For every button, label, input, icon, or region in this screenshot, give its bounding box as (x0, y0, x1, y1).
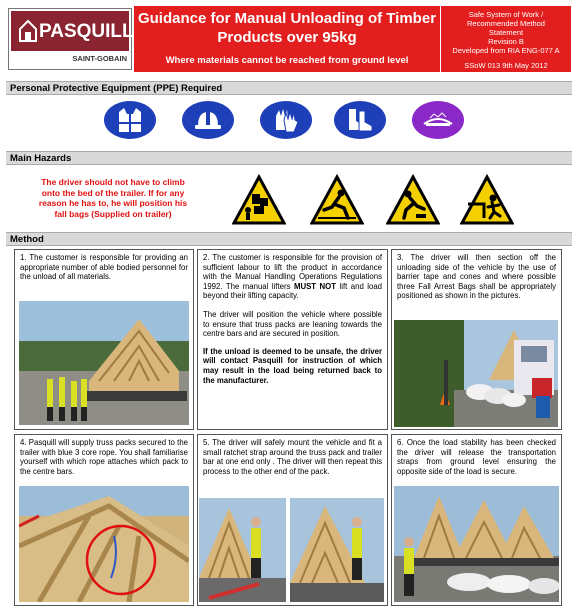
safety-boots-icon (334, 101, 386, 139)
fall-from-height-icon (460, 174, 514, 226)
step-2-text2: The driver will position the vehicle where possible to ensure that truss packs are leaning towards the centre bars and are secured in position. (203, 309, 382, 339)
warning-line-1: The driver should not have to climb (41, 177, 185, 187)
driver-warning-text (28, 177, 198, 219)
step-6-photo (394, 486, 559, 602)
step-4-photo (19, 486, 189, 602)
doc-info-line6: SSoW 013 9th May 2012 (464, 61, 548, 70)
step-1-text: 1. The customer is responsible for providing an appropriate number of able bodied personnel for the unload of all materials. (20, 253, 188, 282)
ppe-heading: Personal Protective Equipment (PPE) Required (6, 81, 572, 95)
doc-info-line4: Revision B (488, 37, 524, 46)
hi-vis-vest-icon (104, 101, 156, 139)
step-2-text-block (198, 250, 387, 304)
step-5-text: 5. The driver will safely mount the vehicle and fit a small ratchet strap around the truss pack and trailer bar at one end only . The driver will then repeat this process to the other end of the pack. (203, 438, 382, 476)
doc-info-line3: Statement (488, 28, 524, 37)
pasquill-logo (8, 8, 132, 70)
step-3-photo (394, 320, 558, 427)
page-title-line2: Products over 95kg (217, 29, 357, 46)
doc-info-line2: Recommended Method (467, 19, 545, 28)
warning-line-3: reason he has to, he will position his (38, 198, 188, 208)
doc-info-line1: Safe System of Work / (468, 10, 544, 19)
doc-info-line5: Developed from RIA ENG-077 A (452, 46, 560, 55)
warning-line-4: fall bags (Supplied on trailer) (54, 208, 172, 219)
header-title-panel (134, 6, 440, 72)
house-icon (19, 19, 37, 43)
step-2-text-b: lift and load beyond their lifting capacity. (203, 281, 383, 301)
hard-hat-icon (182, 101, 234, 139)
step-2-cell (197, 249, 388, 430)
step-2-text3: If the unload is deemed to be unsafe, the driver will contact Pasquill for instruction of which may result in the load being returned back to the manufacturer. (203, 346, 382, 385)
falling-load-icon (232, 174, 286, 226)
method-heading: Method (6, 232, 572, 246)
step-2-text-bold: MUST NOT (293, 281, 336, 291)
gloves-icon (260, 101, 312, 139)
step-2-text-a: 2. The customer is responsible for the provision of sufficient labour to lift the product in accordance with the Manual Handling Operations Regulations 1992. The manual lifters (203, 253, 382, 291)
step-1-photo (19, 301, 189, 425)
warning-line-2: onto the bed of the trailer. If for any (41, 187, 185, 198)
fall-arrest-bag-icon (412, 101, 464, 139)
step-4-text: 4. Pasquill will supply truss packs secured to the trailer with blue 3 core rope. You shall familiarise yourself with which rope attaches which pack to the centre bars. (20, 438, 188, 476)
logo-brand: PASQUILL (39, 21, 134, 42)
step-6-text: 6. Once the load stability has been checked the driver will release the transportation straps from ground level ensuring the opposite side of the load is secure. (397, 438, 556, 476)
hazards-heading: Main Hazards (6, 151, 572, 165)
trip-hazard-icon (386, 174, 440, 226)
page-subtitle: Where materials cannot be reached from ground level (165, 55, 409, 66)
step-5-photo-right (290, 498, 384, 602)
page-title-line1: Guidance for Manual Unloading of Timber (137, 10, 437, 27)
step-3-text: 3. The driver will then section off the unloading side of the vehicle by the use of barrier tape and cones and where possible three Fall Arrest Bags shall be appropriately positioned as shown in the pictures. (397, 253, 556, 301)
logo-red-panel (11, 11, 134, 51)
logo-parent: SAINT-GOBAIN (72, 54, 127, 63)
slip-hazard-icon (310, 174, 364, 226)
step-5-photo-left (199, 498, 286, 602)
doc-info-panel (441, 6, 571, 72)
